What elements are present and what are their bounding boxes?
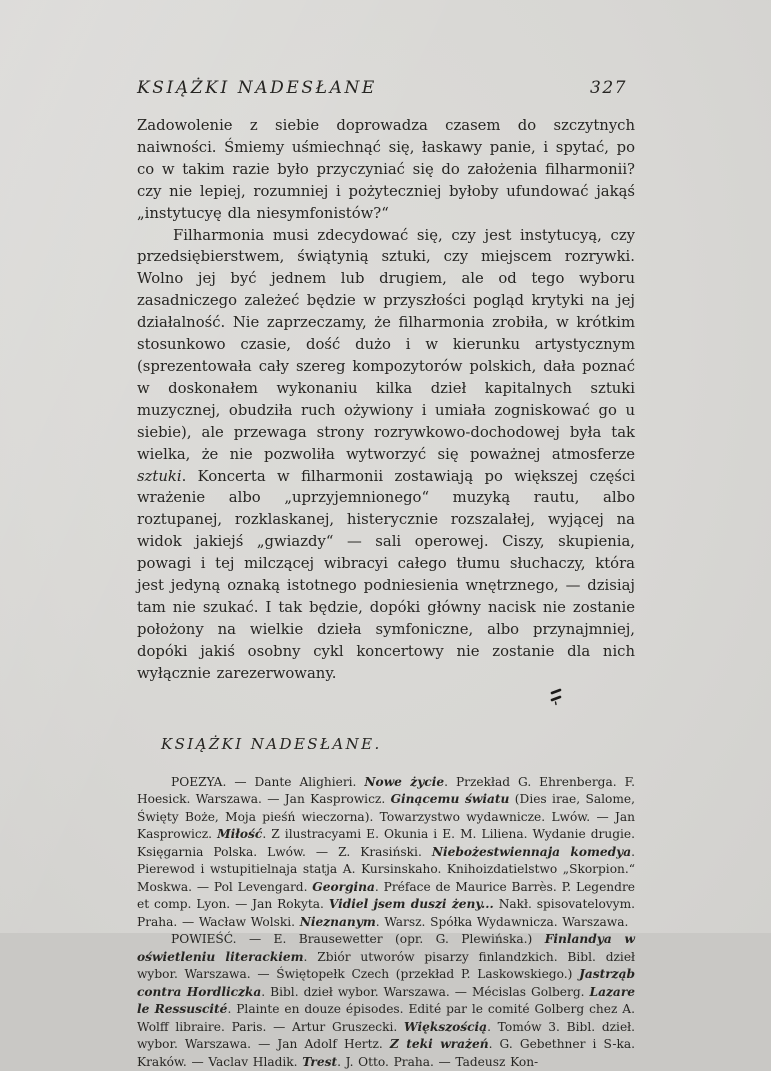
article-body	[137, 115, 635, 685]
text-column	[137, 0, 635, 1071]
bibliography-entry-poezya: POEZYA. — Dante Alighieri. Nowe życie. Przekład G. Ehrenberga. F. Hoesick. Warszawa. — Jan Kasprowicz. Ginącemu światu (Dies irae, Salome, Święty Boże, Moja pieśń wieczorna). Towarzystwo wydawnicze. Lwów. — Jan Kasprowicz. Miłość. Z ilustracyami E. Okunia i E. M. Liliena. Wydanie drugie. Księgarnia Polska. Lwów. — Z. Krasiński. Niebożestwiennaja komedya. Pierewod i wstupitielnaja statja A. Kursinskaho. Knihoizdatielstwo „Skorpion.“ Moskwa. — Pol Levengard. Georgina. Préface de Maurice Barrès. P. Legendre et comp. Lyon. — Jan Rokyta. Vidiel jsem duszi żeny... Nakł. spisovatelovym. Praha. — Wacław Wolski. Nieznanym. Warsz. Spółka Wydawnicza. Warszawa.	[137, 774, 636, 929]
printer-mark-row	[137, 685, 635, 711]
body-paragraph: Filharmonia musi zdecydować się, czy jest instytucyą, czy przedsiębierstwem, świątynią sztuki, czy miejscem rozrywki. Wolno jej być jednem lub drugiem, ale od tego wyboru zasadniczego zależeć będzie w przyszłości pogląd krytyki na jej działalność. Nie zaprzeczamy, że filharmonia zrobiła, w krótkim stosunkowo czasie, dość dużo i w kierunku artystycznym (sprezentowała cały szereg kompozytorów polskich, dała poznać w doskonałem wykonaniu kilka dzieł kapitalnych sztuki muzycznej, obudziła ruch ożywiony i umiała zogniskować go u siebie), ale przewaga strony rozrywkowo-dochodowej była tak wielka, że nie pozwoliła wytworzyć się poważnej atmosferze sztuki. Koncerta w filharmonii zostawiają po większej części wrażenie albo „uprzyjemnionego“ muzyką rautu, albo roztupanej, rozklaskanej, histerycznie rozszalałej, wyjącej na widok jakiejś „gwiazdy“ — sali operowej. Ciszy, skupienia, powagi i tej milczącej wibracyi całego tłumu słuchaczy, która jest jedyną oznaką istotnego podniesienia wnętrznego, — dzisiaj tam nie szukać. I tak będzie, dopóki główny nacisk nie zostanie położony na wielkie dzieła symfoniczne, albo przynajmniej, dopóki jakiś osobny cykl koncertowy nie zostanie dla nich wyłącznie zarezerwowany.	[137, 226, 635, 682]
page-number: 327	[590, 78, 627, 98]
running-head	[137, 78, 635, 98]
section-heading: KSIĄŻKI NADESŁANE.	[161, 734, 382, 753]
bibliography-entry-powiesc: POWIEŚĆ. — E. Brausewetter (opr. G. Plewińska.) Finlandya w oświetleniu literackiem. Zbiór utworów pisarzy finlandzkich. Bibl. dzieł wybor. Warszawa. — Świętopełk Czech (przekład P. Laskowskiego.) Jastrząb contra Hordliczka. Bibl. dzieł wybor. Warszawa. — Mécislas Golberg. Lazare le Ressuscité. Plainte en douze épisodes. Edité par le comité Golberg chez A. Wolff libraire. Paris. — Artur Gruszecki. Większością. Tomów 3. Bibl. dzieł. wybor. Warszawa. — Jan Adolf Hertz. Z teki wrażeń. G. Gebethner i S-ka. Kraków. — Vaclav Hladik. Trest. J. Otto. Praha. — Tadeusz Kon-	[137, 932, 635, 1069]
squiggle-mark-icon	[549, 688, 563, 706]
body-paragraph: Zadowolenie z siebie doprowadza czasem do szczytnych naiwności. Śmiemy uśmiechnąć się, łaskawy panie, i spytać, po co w takim razie było przyczyniać się do założenia filharmonii? czy nie lepiej, rozumniej i pożyteczniej byłoby ufundować jakąś „instytucyę dla niesymfonistów?“	[137, 117, 635, 222]
running-head-title: KSIĄŻKI NADESŁANE	[137, 78, 377, 98]
bibliography-list	[137, 774, 635, 1071]
